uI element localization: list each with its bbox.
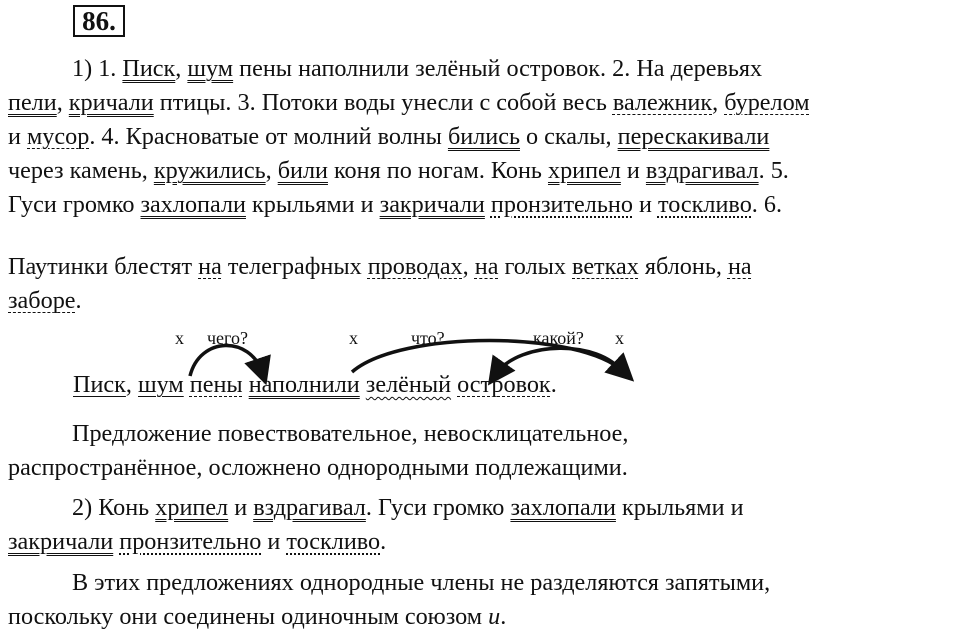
text-run: и	[8, 123, 27, 150]
text-run: крыльями и	[615, 494, 744, 521]
marked-word: шум	[187, 55, 234, 82]
exercise-number: 86.	[73, 5, 125, 37]
text-line	[8, 120, 958, 154]
text-run: 1) 1.	[72, 55, 123, 82]
text-run: Предложение повествовательное, невосклицательное,	[72, 420, 629, 447]
marked-word: бились	[447, 123, 520, 150]
marked-word: пены	[189, 371, 243, 398]
text-run: .	[75, 287, 82, 314]
text-line	[8, 188, 958, 222]
text-run: через камень,	[8, 157, 154, 184]
text-run: .	[380, 528, 387, 555]
marked-word: ветках	[572, 253, 639, 280]
marked-word: вздрагивал	[645, 157, 759, 184]
marked-word: шум	[138, 371, 184, 398]
text-line	[8, 154, 958, 188]
text-line	[8, 566, 958, 600]
marked-word: тоскливо	[657, 191, 752, 218]
text-run: . 4. Красноватые от молний волны	[89, 123, 448, 150]
text-line	[8, 417, 958, 451]
text-run: поскольку они соединены одиночным союзом	[8, 603, 489, 630]
text-run: и	[632, 191, 658, 218]
text-line	[8, 525, 958, 559]
marked-word: кричали	[68, 89, 154, 116]
text-run: В этих предложениях однородные члены не разделяются запятыми,	[72, 569, 771, 596]
syntax-question: какой?	[533, 328, 584, 348]
syntax-question: х	[615, 328, 624, 348]
text-run: . 6.	[751, 191, 783, 218]
syntax-question: чего?	[207, 328, 248, 348]
text-run: распространённое, осложнено однородными подлежащими.	[8, 454, 628, 481]
marked-word: пронзительно	[490, 191, 633, 218]
syntax-question: х	[175, 328, 184, 348]
marked-word: хрипел	[155, 494, 229, 521]
text-line	[8, 451, 958, 485]
text-run: ,	[462, 253, 475, 280]
marked-word: наполнили	[248, 371, 360, 398]
text-run: .	[500, 603, 507, 630]
text-run: ,	[56, 89, 69, 116]
text-run: . Гуси громко	[365, 494, 511, 521]
answer-part-4	[8, 491, 958, 559]
text-run: и	[261, 528, 287, 555]
text-run: ,	[712, 89, 725, 116]
syntax-question: что?	[411, 328, 445, 348]
marked-word: Писк	[73, 371, 126, 398]
text-line	[8, 491, 958, 525]
marked-word: Писк	[122, 55, 176, 82]
marked-word: кружились	[153, 157, 266, 184]
answer-part-3	[8, 417, 958, 485]
parsed-sentence	[73, 368, 557, 402]
text-line	[8, 284, 958, 318]
text-run: коня по ногам. Конь	[327, 157, 548, 184]
text-line	[8, 52, 958, 86]
text-line	[8, 250, 958, 284]
marked-word: захлопали	[510, 494, 616, 521]
marked-word: тоскливо	[286, 528, 381, 555]
text-run: ,	[265, 157, 278, 184]
text-run: телеграфных	[221, 253, 368, 280]
text-run: Паутинки блестят	[8, 253, 199, 280]
marked-word: перескакивали	[617, 123, 770, 150]
marked-word: мусор	[27, 123, 90, 150]
answer-part-5	[8, 566, 958, 634]
marked-word: вздрагивал	[253, 494, 366, 521]
marked-word: и	[488, 603, 501, 630]
text-run: пены наполнили зелёный островок. 2. На деревьях	[233, 55, 763, 82]
text-run: 2) Конь	[72, 494, 156, 521]
text-line	[8, 600, 958, 634]
text-run: ,	[125, 371, 138, 398]
marked-word: на	[198, 253, 222, 280]
answer-part-1	[8, 52, 958, 222]
marked-word: на	[474, 253, 499, 280]
marked-word: на	[727, 253, 752, 280]
marked-word: островок	[457, 371, 551, 398]
marked-word: захлопали	[140, 191, 246, 218]
text-run: голых	[498, 253, 573, 280]
text-run: и	[228, 494, 254, 521]
text-run: . 5.	[758, 157, 789, 184]
marked-word: пели	[8, 89, 57, 116]
marked-word: бурелом	[724, 89, 810, 116]
marked-word: проводах	[367, 253, 463, 280]
marked-word: закричали	[379, 191, 485, 218]
marked-word: били	[277, 157, 328, 184]
marked-word: зелёный	[365, 371, 452, 398]
marked-word: хрипел	[547, 157, 621, 184]
answer-part-2	[8, 250, 958, 318]
text-run: яблонь,	[638, 253, 728, 280]
marked-word: закричали	[8, 528, 114, 555]
text-run: .	[550, 371, 557, 398]
syntax-question: х	[349, 328, 358, 348]
text-run: ,	[175, 55, 188, 82]
text-run: о скалы,	[519, 123, 618, 150]
text-line	[8, 86, 958, 120]
marked-word: заборе	[8, 287, 76, 314]
marked-word: пронзительно	[119, 528, 262, 555]
text-run: крыльями и	[245, 191, 380, 218]
text-run: Гуси громко	[8, 191, 141, 218]
marked-word: валежник	[612, 89, 713, 116]
text-run: и	[620, 157, 646, 184]
text-run: птицы. 3. Потоки воды унесли с собой весь	[153, 89, 613, 116]
